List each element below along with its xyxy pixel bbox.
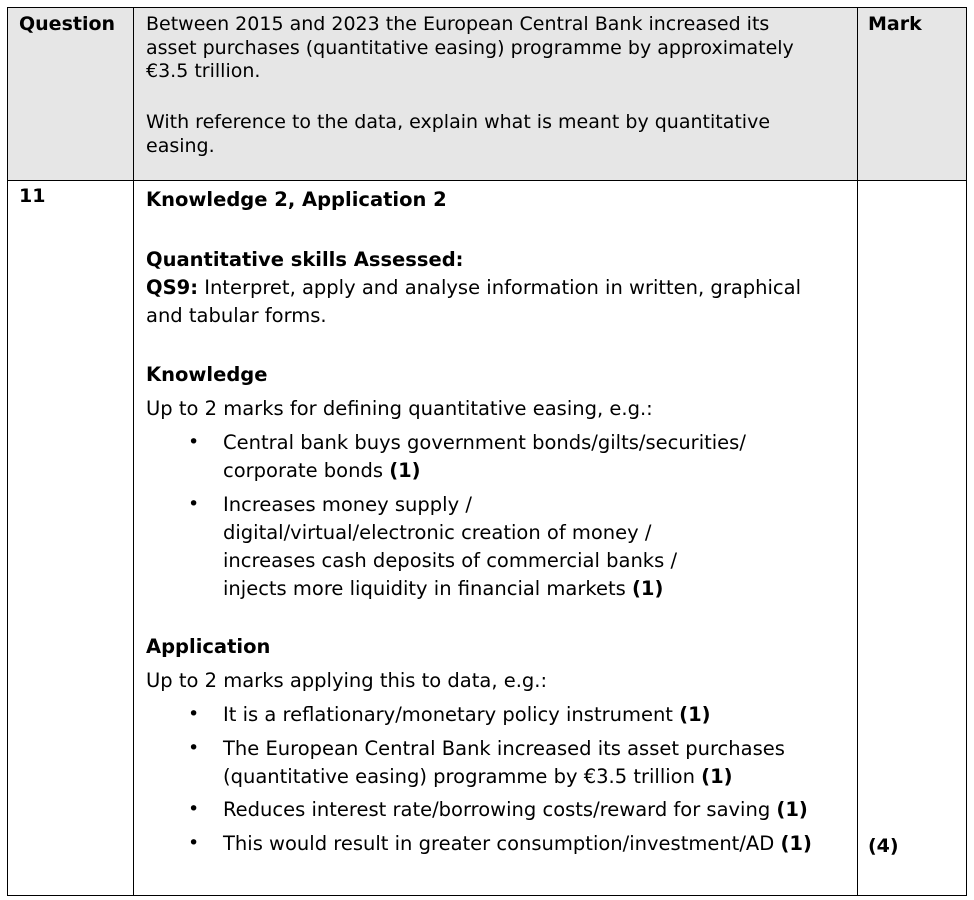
question-number: 11 xyxy=(19,185,46,207)
application-point-line xyxy=(223,765,733,788)
application-point-text: It is a reflationary/monetary policy instrument xyxy=(223,703,680,726)
knowledge-point-line xyxy=(223,577,663,600)
application-point-line: The European Central Bank increased its asset purchases xyxy=(223,737,785,760)
column-divider xyxy=(133,8,134,895)
point-mark: (1) xyxy=(679,703,711,726)
bullet-point: • xyxy=(188,703,200,725)
knowledge-point-line: Increases money supply / xyxy=(223,493,472,516)
total-mark: (4) xyxy=(868,835,899,857)
mark-scheme-table xyxy=(7,7,967,896)
point-mark: (1) xyxy=(632,577,664,600)
mark-header: Mark xyxy=(868,13,922,35)
application-point-line xyxy=(223,703,711,726)
point-mark: (1) xyxy=(780,832,812,855)
point-mark: (1) xyxy=(776,798,808,821)
bullet-point: • xyxy=(188,431,200,453)
question-text-line: €3.5 trillion. xyxy=(146,60,261,82)
point-mark: (1) xyxy=(389,459,421,482)
knowledge-point-line xyxy=(223,459,421,482)
qs-line xyxy=(146,276,801,299)
knowledge-point-line: digital/virtual/electronic creation of money / xyxy=(223,521,652,544)
column-divider xyxy=(857,8,858,895)
qs-description: Interpret, apply and analyse information in written, graphical xyxy=(198,276,802,299)
bullet-point: • xyxy=(188,832,200,854)
knowledge-point-text: corporate bonds xyxy=(223,459,390,482)
point-mark: (1) xyxy=(701,765,733,788)
bullet-point: • xyxy=(188,798,200,820)
question-header: Question xyxy=(19,13,116,35)
application-intro: Up to 2 marks applying this to data, e.g.: xyxy=(146,669,548,692)
knowledge-heading: Knowledge xyxy=(146,363,268,386)
knowledge-point-line: increases cash deposits of commercial banks / xyxy=(223,549,678,572)
application-point-text: Reduces interest rate/borrowing costs/reward for saving xyxy=(223,798,777,821)
application-point-line xyxy=(223,798,808,821)
qs-heading: Quantitative skills Assessed: xyxy=(146,248,464,271)
instruction-line: easing. xyxy=(146,135,215,157)
bullet-point: • xyxy=(188,493,200,515)
question-text-line: Between 2015 and 2023 the European Central Bank increased its xyxy=(146,13,770,35)
bullet-point: • xyxy=(188,737,200,759)
qs-line: and tabular forms. xyxy=(146,304,327,327)
application-heading: Application xyxy=(146,635,271,658)
assessment-summary: Knowledge 2, Application 2 xyxy=(146,188,447,211)
application-point-line xyxy=(223,832,812,855)
question-text-line: asset purchases (quantitative easing) programme by approximately xyxy=(146,37,794,59)
knowledge-intro: Up to 2 marks for defining quantitative easing, e.g.: xyxy=(146,397,653,420)
application-point-text: (quantitative easing) programme by €3.5 trillion xyxy=(223,765,702,788)
knowledge-point-line: Central bank buys government bonds/gilts/securities/ xyxy=(223,431,746,454)
application-point-text: This would result in greater consumption/investment/AD xyxy=(223,832,781,855)
qs-code: QS9: xyxy=(146,276,198,299)
instruction-line: With reference to the data, explain what is meant by quantitative xyxy=(146,111,771,133)
knowledge-point-text: injects more liquidity in financial markets xyxy=(223,577,632,600)
row-divider xyxy=(8,180,966,181)
